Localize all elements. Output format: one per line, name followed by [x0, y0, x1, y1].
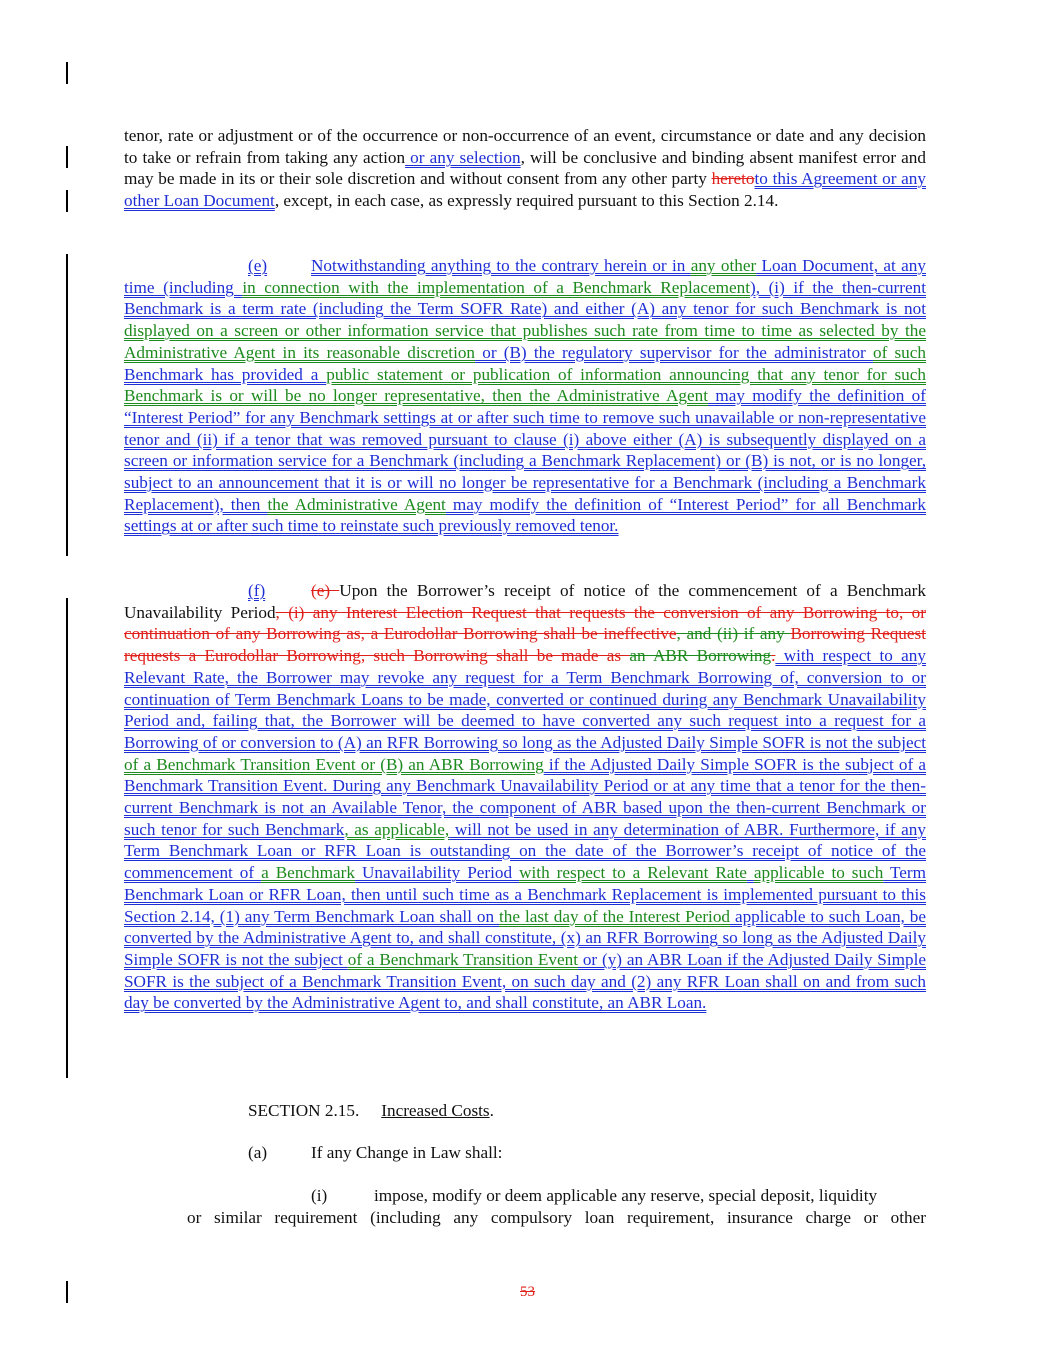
inserted-text: Notwithstanding anything to the contrary herein or in: [311, 256, 691, 275]
moved-text: the last day of the Interest Period: [499, 906, 731, 926]
moved-text: , as applicable,: [344, 819, 450, 839]
page-number: [0, 1284, 1055, 1301]
deleted-label: (e): [311, 581, 340, 600]
deleted-text: hereto: [711, 169, 755, 189]
clause-i-line1: [311, 1185, 926, 1207]
inserted-text: at any time (including: [124, 256, 926, 297]
clause-label: (i): [311, 1186, 328, 1205]
inserted-text: or (y) an ABR Loan if the Adjusted Daily Simple SOFR is the subject of a Benchmark Transition Event, on such day and (2) any RFR Loan shall on and from such day be converted by the Administrative Agent to, and shall constitute, an ABR Loan.: [124, 949, 926, 1013]
clause-a: [248, 1142, 502, 1164]
text-run: , except, in each case, as expressly required pursuant to this Section 2.14.: [274, 191, 779, 211]
text-run: , will be conclusive and binding absent manifest error and may be made in its or their sole discretion and without consent from any other party: [124, 147, 926, 189]
section-number: SECTION 2.15.: [248, 1101, 360, 1120]
change-bar: [66, 598, 68, 1078]
inserted-text: to this Agreement or any other Loan Document: [124, 169, 926, 211]
deleted-text: Borrowing Request requests a Eurodollar Borrowing, such Borrowing shall be made as: [124, 624, 926, 666]
inserted-text: Term Benchmark Loan or RFR Loan, then until such time as a Benchmark Replacement is implemented pursuant to this Section 2.14, (1) any Term Benchmark Loan shall on: [124, 863, 927, 926]
change-bar: [66, 190, 68, 212]
moved-text: displayed on a screen or other information service that publishes such rate from time to time as selected by the Administrative Agent in its reasonable discretion: [124, 321, 926, 362]
clause-label: (f): [248, 581, 266, 600]
moved-text: of a Benchmark Transition Event or (B) an ABR Borrowing: [124, 754, 544, 774]
deleted-moved-text: , and (ii) if any: [676, 624, 791, 644]
inserted-text: applicable to such Loan, be converted by the Administrative Agent to, and shall constitute, (x) an RFR Borrowing so long as the Adjusted Daily Simple SOFR is not the subject: [124, 906, 926, 969]
inserted-text: Loan Document,: [756, 256, 879, 275]
inserted-text: may modify the definition of “Interest Period” for all Benchmark settings at or after such time to reinstate such previously removed tenor.: [124, 494, 927, 536]
section-period: .: [489, 1101, 494, 1120]
change-bar: [66, 146, 68, 168]
deleted-text: .: [771, 646, 776, 666]
inserted-text: Unavailability Period: [354, 863, 520, 883]
change-bar: [66, 62, 68, 84]
moved-text: a Benchmark: [261, 863, 355, 883]
clause-text: If any Change in Law shall:: [311, 1143, 503, 1162]
paragraph-f: [124, 580, 926, 1014]
inserted-text: ), (i) if the then-current Benchmark is a term rate (including the Term SOFR Rate) and either (A) any tenor for such Benchmark is not: [124, 277, 926, 319]
section-title: Increased Costs: [381, 1101, 490, 1120]
deleted-moved-text: an ABR Borrowing: [629, 646, 772, 666]
inserted-text: or any selection: [405, 147, 521, 167]
inserted-text: [747, 863, 754, 882]
inserted-text: will not be used in any determination of ABR. Furthermore, if any Term Benchmark Loan or RFR Loan is outstanding on the date of the Borrower’s receipt of notice of the commencement of: [124, 819, 926, 883]
clause-i-line2: [187, 1207, 926, 1229]
inserted-text: may modify the definition of “Interest Period” for any Benchmark settings at or after such time to remove such unavailable or non-representative tenor and (ii) if a tenor that was removed pursuant to clause (i) above either (A) is subsequently displayed on a screen or information service for a Benchmark (including a Benchmark Replacement) or (B) is not, or is no longer, subject to an announcement that it is or will no longer be representative for a Benchmark (including a Benchmark Replacement), then: [124, 386, 926, 514]
moved-text: applicable to such: [753, 863, 884, 883]
paragraph-e: [124, 255, 926, 537]
moved-text: any other: [690, 256, 757, 275]
clause-text: or similar requirement (including any compulsory loan requirement, insurance charge or other: [187, 1208, 926, 1227]
inserted-text: or (B) the regulatory supervisor for the administrator: [475, 342, 873, 362]
moved-text: in connection with the implementation of a Benchmark Replacement: [242, 277, 750, 297]
text-run: Upon the Borrower’s receipt of notice of the commencement of a Benchmark Unavailability Period: [124, 581, 927, 622]
inserted-text: Benchmark has provided a: [124, 364, 327, 384]
inserted-text: with respect to any Relevant Rate, the Borrower may revoke any request for a Term Benchmark Borrowing of, conversion to or continuation of Term Benchmark Loans to be made, converted or continued during any Benchmark Unavailability Period and, failing that, the Borrower will be deemed to have converted any such request into a request for a Borrowing of or conversion to (A) an RFR Borrowing so long as the Adjusted Daily Simple SOFR is not the subject: [124, 646, 926, 752]
page-number-text: 53: [520, 1284, 535, 1300]
moved-text: the Administrative Agent: [267, 494, 446, 514]
inserted-text: if the Adjusted Daily Simple SOFR is the subject of a Benchmark Transition Event. During any Benchmark Unavailability Period or at any time that a tenor for the then-current Benchmark is not an Available Tenor, the component of ABR based upon the then-current Benchmark or such tenor for such Benchmark: [124, 754, 926, 839]
deleted-text: , (i) any Interest Election Request that requests the conversion of any Borrowing to, or continuation of any Borrowing as, a Eurodollar Borrowing shall be ineffective: [124, 602, 926, 644]
paragraph-continuation: [124, 125, 926, 212]
moved-text: public statement or publication of information announcing that any tenor for such Benchmark is or will be no longer representative, then the Administrative Agent: [124, 364, 926, 406]
text-run: tenor, rate or adjustment or of the occurrence or non-occurrence of an event, circumstance or date and any decision to take or refrain from taking any action: [124, 126, 926, 167]
change-bar: [66, 254, 68, 556]
clause-text: impose, modify or deem applicable any reserve, special deposit, liquidity: [374, 1186, 878, 1205]
section-heading: [248, 1100, 494, 1122]
moved-text: with respect to a Relevant Rate: [519, 863, 747, 883]
clause-label: (e): [248, 256, 268, 275]
moved-text: of a Benchmark Transition Event: [347, 949, 579, 969]
moved-text: of such: [872, 342, 926, 362]
clause-label: (a): [248, 1143, 268, 1162]
